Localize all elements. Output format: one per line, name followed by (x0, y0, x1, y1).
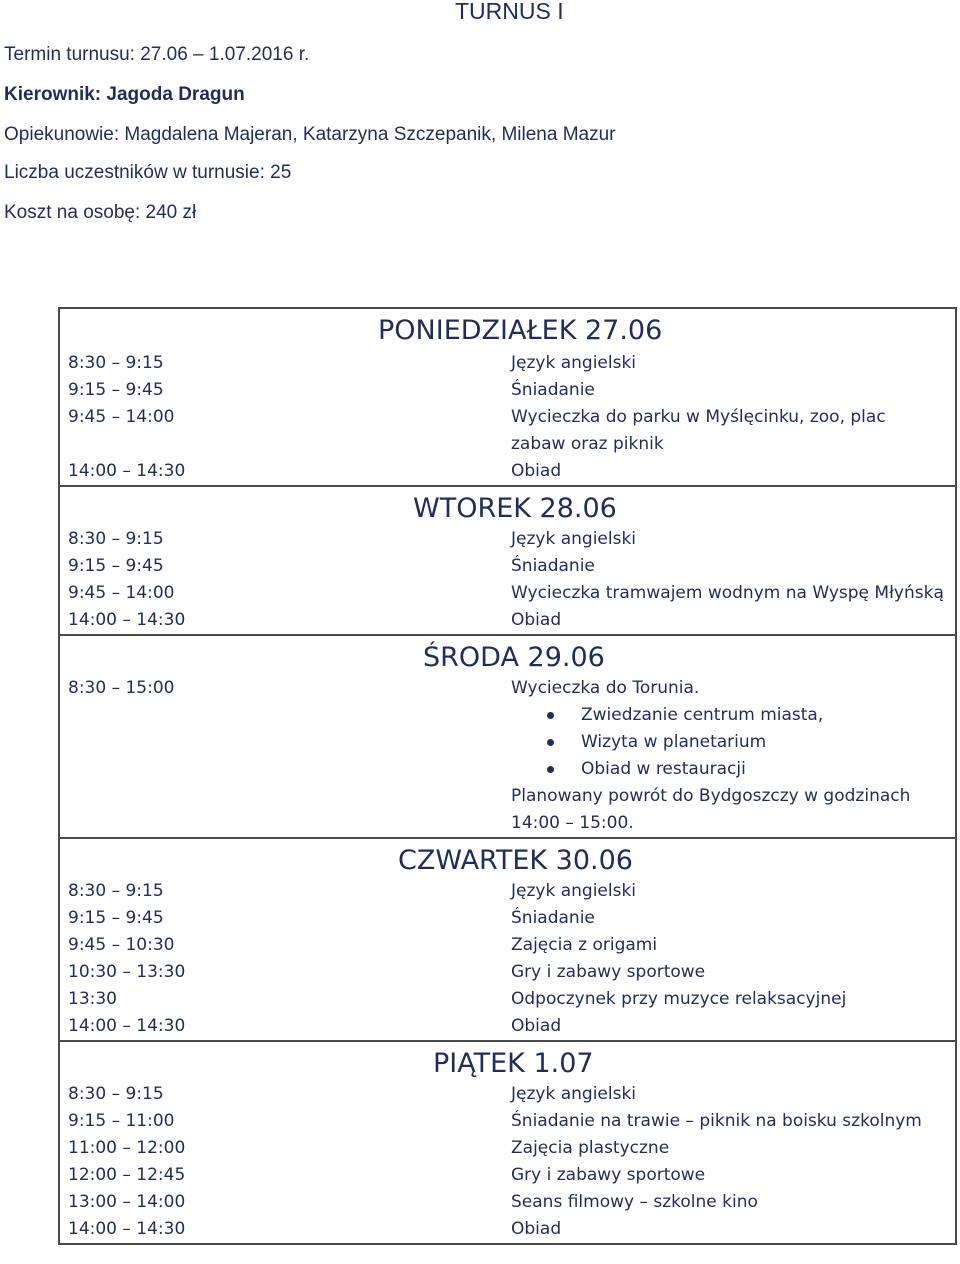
return-note: Planowany powrót do Bydgoszczy w godzinach 14:00 – 15:00. (511, 786, 911, 833)
schedule-row (60, 377, 955, 404)
time-cell: 8:30 – 9:15 (68, 529, 164, 549)
bullet-item: Obiad w restauracji (511, 756, 945, 783)
activity-cell: Język angielski (511, 1084, 637, 1104)
time-cell: 14:00 – 14:30 (68, 461, 186, 481)
time-cell: 9:45 – 10:30 (68, 935, 175, 955)
activity-cell: Śniadanie (511, 380, 595, 400)
activity-cell: Obiad (511, 610, 562, 630)
schedule-row (60, 1081, 955, 1108)
schedule-row (60, 932, 955, 959)
trip-title: Wycieczka do Torunia. (511, 678, 700, 698)
schedule-row (60, 675, 955, 837)
time-cell: 8:30 – 9:15 (68, 1084, 164, 1104)
schedule-row (60, 1108, 955, 1135)
activity-cell: Seans filmowy – szkolne kino (511, 1192, 758, 1212)
schedule-row (60, 1162, 955, 1189)
schedule-row (60, 1216, 955, 1243)
time-cell: 11:00 – 12:00 (68, 1138, 186, 1158)
time-cell: 14:00 – 14:30 (68, 1219, 186, 1239)
bullet-item: Wizyta w planetarium (511, 729, 945, 756)
schedule-row (60, 1135, 955, 1162)
activity-cell: Język angielski (511, 353, 637, 373)
schedule-row (60, 607, 955, 634)
time-cell: 12:00 – 12:45 (68, 1165, 186, 1185)
schedule-row (60, 959, 955, 986)
schedule-row (60, 580, 955, 607)
time-cell: 9:15 – 9:45 (68, 908, 164, 928)
schedule-row (60, 526, 955, 553)
time-cell: 9:15 – 9:45 (68, 380, 164, 400)
time-cell: 14:00 – 14:30 (68, 1016, 186, 1036)
day-header-wednesday: ŚRODA 29.06 (60, 634, 955, 675)
activity-cell: Obiad (511, 1219, 562, 1239)
time-cell: 9:45 – 14:00 (68, 583, 175, 603)
manager-line: Kierownik: Jagoda Dragun (4, 84, 245, 105)
time-cell: 9:45 – 14:00 (68, 407, 175, 427)
activity-cell: Odpoczynek przy muzyce relaksacyjnej (511, 989, 847, 1009)
day-header-friday: PIĄTEK 1.07 (60, 1040, 955, 1081)
schedule-row (60, 986, 955, 1013)
activity-cell: Język angielski (511, 529, 637, 549)
schedule-row (60, 905, 955, 932)
activity-cell: Gry i zabawy sportowe (511, 962, 706, 982)
time-cell: 9:15 – 11:00 (68, 1111, 175, 1131)
schedule-row (60, 1189, 955, 1216)
day-header-monday: PONIEDZIAŁEK 27.06 (378, 315, 663, 346)
time-cell: 14:00 – 14:30 (68, 610, 186, 630)
bullet-item: Zwiedzanie centrum miasta, (511, 702, 945, 729)
schedule-row (60, 458, 955, 485)
activity-cell: Śniadanie (511, 556, 595, 576)
activity-cell: Zajęcia z origami (511, 935, 658, 955)
time-cell: 13:00 – 14:00 (68, 1192, 186, 1212)
activity-cell: Język angielski (511, 881, 637, 901)
day-header-thursday: CZWARTEK 30.06 (60, 837, 955, 878)
schedule-row (60, 878, 955, 905)
activity-cell: Śniadanie na trawie – piknik na boisku szkolnym (511, 1111, 922, 1131)
activity-cell: Zajęcia plastyczne (511, 1138, 670, 1158)
activity-cell (511, 675, 955, 837)
time-cell: 8:30 – 9:15 (68, 881, 164, 901)
cost-line: Koszt na osobę: 240 zł (4, 202, 197, 223)
participants-line: Liczba uczestników w turnusie: 25 (4, 162, 292, 183)
activity-cell: Gry i zabawy sportowe (511, 1165, 706, 1185)
activity-cell: Obiad (511, 461, 562, 481)
time-cell: 8:30 – 15:00 (68, 678, 175, 698)
caretakers-line: Opiekunowie: Magdalena Majeran, Katarzyna Szczepanik, Milena Mazur (4, 124, 616, 145)
document-title: TURNUS I (455, 0, 564, 24)
schedule-row (60, 553, 955, 580)
schedule-table (58, 307, 957, 1245)
activity-cell: Śniadanie (511, 908, 595, 928)
term-dates: Termin turnusu: 27.06 – 1.07.2016 r. (4, 44, 310, 65)
schedule-row (60, 1013, 955, 1040)
day-header-tuesday: WTOREK 28.06 (60, 485, 955, 526)
time-cell: 8:30 – 9:15 (68, 353, 164, 373)
schedule-row (60, 404, 955, 458)
activity-cell: Obiad (511, 1016, 562, 1036)
time-cell: 9:15 – 9:45 (68, 556, 164, 576)
activity-cell: Wycieczka tramwajem wodnym na Wyspę Młyńską (511, 583, 944, 603)
time-cell: 13:30 (68, 989, 117, 1009)
activity-cell: Wycieczka do parku w Myślęcinku, zoo, plac zabaw oraz piknik (511, 407, 886, 454)
time-cell: 10:30 – 13:30 (68, 962, 186, 982)
schedule-row (60, 350, 955, 377)
